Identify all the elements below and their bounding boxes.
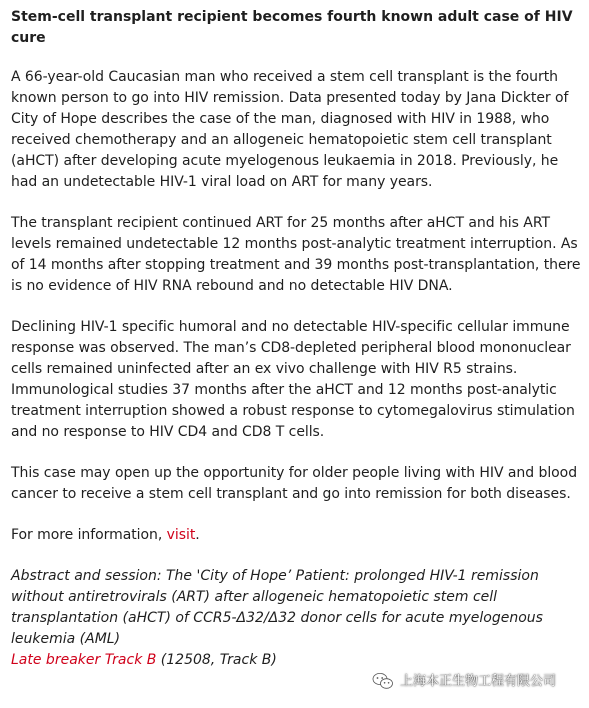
more-info-prefix: For more information, xyxy=(11,527,167,543)
article xyxy=(11,7,581,671)
track-line xyxy=(11,650,581,671)
paragraph-4: This case may open up the opportunity for older people living with HIV and blood cancer to receive a stem cell transplant and go into remission for both diseases. xyxy=(11,465,578,502)
paragraph-2: The transplant recipient continued ART for 25 months after aHCT and his ART levels remained undetectable 12 months post-analytic treatment interruption. As of 14 months after stopping treatment and 39 months post-transplantation, there is no evidence of HIV RNA rebound and no detectable HIV DNA. xyxy=(11,215,581,294)
track-detail: (12508, Track B) xyxy=(156,652,277,668)
article-headline: Stem-cell transplant recipient becomes fourth known adult case of HIV cure xyxy=(11,9,573,46)
paragraph-3: Declining HIV-1 specific humoral and no detectable HIV-specific cellular immune response was observed. The man’s CD8-depleted peripheral blood mononuclear cells remained uninfected after an ex vivo challenge with HIV R5 strains. Immunological studies 37 months after the aHCT and 12 months post-analytic treatment interruption showed a robust response to cytomegalovirus stimulation and no response to HIV CD4 and CD8 T cells. xyxy=(11,319,575,440)
abstract-session: Abstract and session: The 'City of Hope’ Patient: prolonged HIV-1 remission without antiretrovirals (ART) after allogeneic hematopoietic stem cell transplantation (aHCT) of CCR5-Δ32/Δ32 donor cells for acute myelogenous leukemia (AML) xyxy=(11,568,543,647)
watermark-text: 上海本正生物工程有限公司 xyxy=(400,673,557,689)
wechat-icon xyxy=(372,672,394,690)
visit-link[interactable]: visit xyxy=(166,527,196,543)
track-link[interactable]: Late breaker Track B xyxy=(11,652,157,668)
watermark xyxy=(372,670,556,692)
more-info-suffix: . xyxy=(195,527,200,543)
paragraph-1: A 66-year-old Caucasian man who received a stem cell transplant is the fourth known person to go into HIV remission. Data presented today by Jana Dickter of City of Hope describes the case of the man, diagnosed with HIV in 1988, who received chemotherapy and an allogeneic hematopoietic stem cell transplant (aHCT) after developing acute myelogenous leukaemia in 2018. Previously, he had an undetectable HIV-1 viral load on ART for many years. xyxy=(11,69,569,190)
more-info-line xyxy=(11,525,581,546)
